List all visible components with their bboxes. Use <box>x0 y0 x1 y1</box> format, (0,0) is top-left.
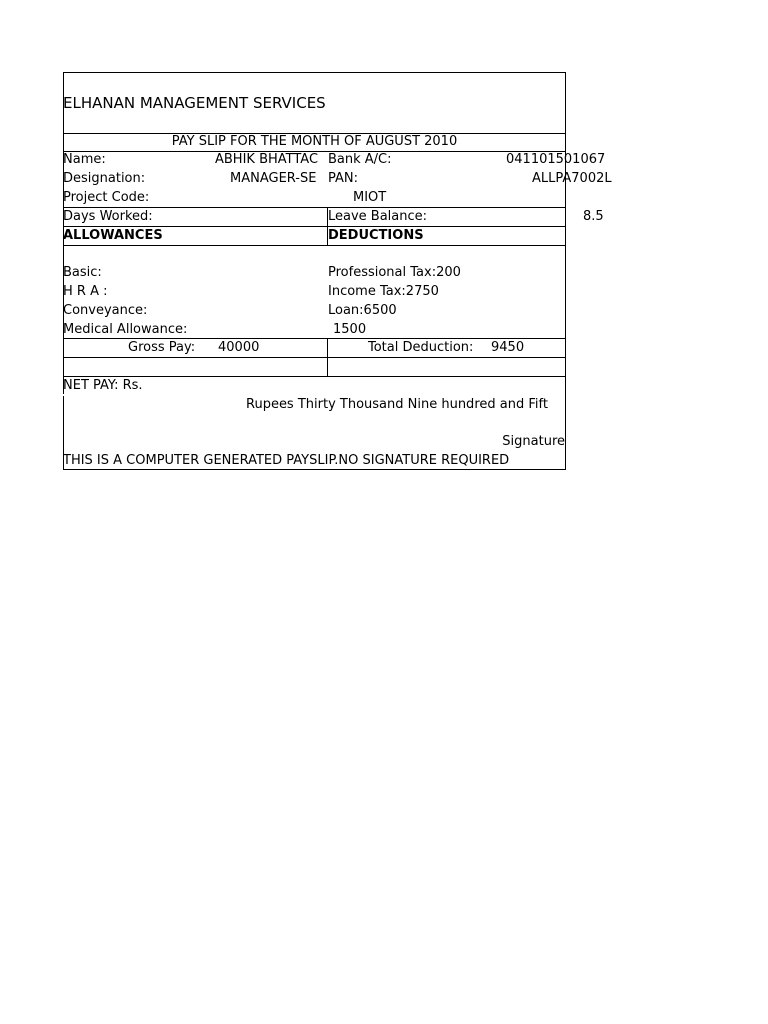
designation-value: MANAGER-SE <box>230 171 317 186</box>
net-pay-label: NET PAY: Rs. <box>63 378 143 393</box>
project-value: MIOT <box>353 190 387 205</box>
hra-label: H R A : <box>63 284 108 299</box>
pan-label: PAN: <box>328 171 359 186</box>
gross-pay-label: Gross Pay: <box>128 340 196 355</box>
conveyance-label: Conveyance: <box>63 303 148 318</box>
pan-value: ALLPA7002L <box>532 171 612 186</box>
rule-top <box>63 72 566 73</box>
basic-label: Basic: <box>63 265 102 280</box>
name-value: ABHIK BHATTAC <box>215 152 319 167</box>
deductions-heading: DEDUCTIONS <box>328 228 424 243</box>
payslip-sheet <box>63 72 612 470</box>
gross-pay-value: 40000 <box>218 340 260 355</box>
designation-label: Designation: <box>63 171 146 186</box>
medical-label: Medical Allowance: <box>63 322 188 337</box>
loan: Loan:6500 <box>328 303 397 318</box>
rule-bottom <box>63 469 566 470</box>
rule-totals <box>63 357 566 358</box>
professional-tax: Professional Tax:200 <box>328 265 461 280</box>
name-label: Name: <box>63 152 106 167</box>
bank-value: 041101501067 <box>506 152 606 167</box>
leave-label: Leave Balance: <box>328 209 428 224</box>
net-pay-words: Rupees Thirty Thousand Nine hundred and Fift <box>246 397 548 412</box>
bank-label: Bank A/C: <box>328 152 392 167</box>
income-tax: Income Tax:2750 <box>328 284 439 299</box>
allowances-heading: ALLOWANCES <box>63 228 163 243</box>
project-label: Project Code: <box>63 190 150 205</box>
company-name: ELHANAN MANAGEMENT SERVICES <box>63 94 326 112</box>
signature-label: Signature <box>502 434 565 449</box>
payslip-title: PAY SLIP FOR THE MONTH OF AUGUST 2010 <box>171 134 458 149</box>
other-deduction: 1500 <box>333 322 367 337</box>
rule-headings <box>63 245 566 246</box>
rule-right <box>565 72 566 470</box>
total-deduction-label: Total Deduction: <box>368 340 474 355</box>
total-deduction-value: 9450 <box>491 340 525 355</box>
rule-middle-lower <box>327 338 328 376</box>
days-label: Days Worked: <box>63 209 153 224</box>
footer-note: THIS IS A COMPUTER GENERATED PAYSLIP.NO SIGNATURE REQUIRED <box>63 453 510 468</box>
leave-value: 8.5 <box>583 209 604 224</box>
